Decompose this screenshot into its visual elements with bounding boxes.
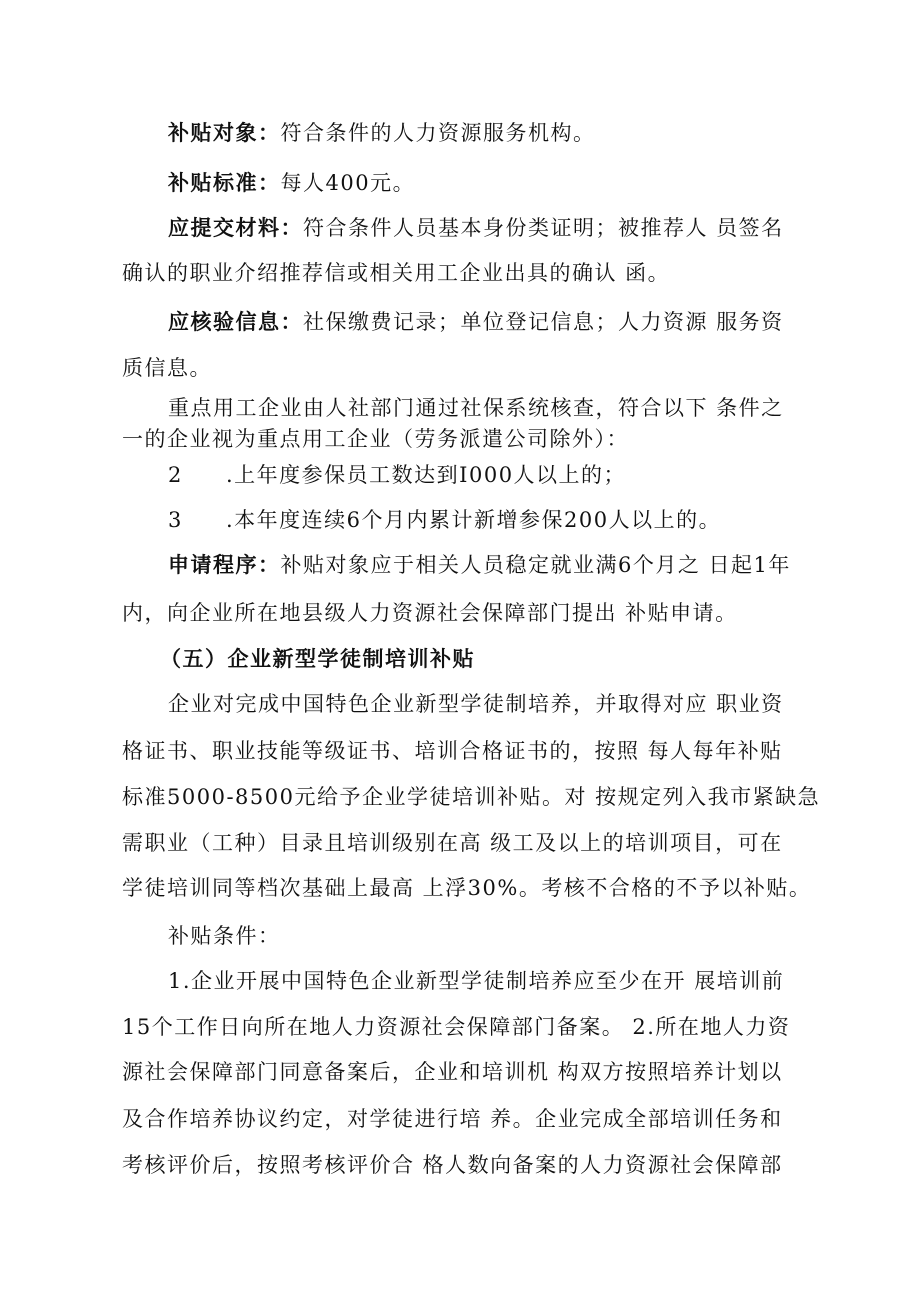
- text-verify-line1: 社保缴费记录；单位登记信息；人力资源 服务资: [303, 310, 784, 334]
- paragraph-verify-line1: [168, 307, 784, 337]
- paragraph-materials-line1: [168, 213, 784, 243]
- paragraph-materials-line2: 确认的职业介绍推荐信或相关用工企业出具的确认 函。: [122, 261, 671, 285]
- label-subsidy-standard: 补贴标准：: [168, 170, 281, 195]
- paragraph-conditions-line5: 考核评价后，按照考核评价合 格人数向备案的人力资源社会保障部: [122, 1153, 783, 1177]
- list-item-number: 3: [168, 508, 183, 532]
- paragraph-conditions-line3: 源社会保障部门同意备案后，企业和培训机 构双方按照培养计划以: [122, 1060, 783, 1084]
- section-heading: （五）企业新型学徒制培训补贴: [160, 646, 475, 671]
- paragraph-subsidy-standard: [168, 168, 415, 198]
- list-item-1: [168, 460, 626, 490]
- paragraph-apprentice-line2: 格证书、职业技能等级证书、培训合格证书的，按照 每人每年补贴: [122, 739, 783, 763]
- paragraph-conditions-line2: 15个工作日向所在地人力资源社会保障部门备案。 2.所在地人力资: [122, 1015, 791, 1039]
- label-verify: 应核验信息：: [168, 309, 303, 334]
- list-item-number: 2: [168, 463, 183, 487]
- paragraph-procedure-line2: 内，向企业所在地县级人力资源社会保障部门提出 补贴申请。: [122, 601, 738, 625]
- list-item-text: .上年度参保员工数达到I000人以上的；: [226, 463, 627, 487]
- label-materials: 应提交材料：: [168, 215, 303, 240]
- paragraph-subsidy-target: [168, 118, 596, 148]
- list-item-2: [168, 505, 721, 535]
- label-conditions: 补贴条件：: [168, 924, 281, 948]
- text-subsidy-target: 符合条件的人力资源服务机构。: [280, 121, 596, 145]
- paragraph-verify-line2: 质信息。: [122, 356, 212, 380]
- label-subsidy-target: 补贴对象：: [168, 120, 281, 145]
- paragraph-apprentice-line3: 标准5000-8500元给予企业学徒培训补贴。对 按规定列入我市紧缺急: [122, 785, 821, 809]
- text-subsidy-standard: 每人400元。: [280, 171, 416, 195]
- paragraph-key-enterprise-line2: 一的企业视为重点用工企业（劳务派遣公司除外）：: [122, 427, 629, 451]
- text-materials-line1: 符合条件人员基本身份类证明；被推荐人 员签名: [303, 216, 784, 240]
- paragraph-apprentice-line1: 企业对完成中国特色企业新型学徒制培养，并取得对应 职业资: [168, 692, 784, 716]
- text-procedure-line1: 补贴对象应于相关人员稳定就业满6个月之 日起1年: [280, 553, 791, 577]
- paragraph-conditions-label: [168, 921, 281, 951]
- label-procedure: 申请程序：: [168, 552, 281, 577]
- paragraph-conditions-line1: 1.企业开展中国特色企业新型学徒制培养应至少在开 展培训前: [168, 969, 785, 993]
- paragraph-apprentice-line5: 学徒培训同等档次基础上最高 上浮30%。考核不合格的不予以补贴。: [122, 876, 812, 900]
- paragraph-procedure-line1: [168, 550, 791, 580]
- list-item-text: .本年度连续6个月内累计新增参保200人以上的。: [226, 508, 722, 532]
- paragraph-conditions-line4: 及合作培养协议约定，对学徒进行培 养。企业完成全部培训任务和: [122, 1107, 783, 1131]
- paragraph-key-enterprise-line1: 重点用工企业由人社部门通过社保系统核查，符合以下 条件之: [168, 396, 784, 420]
- paragraph-apprentice-line4: 需职业（工种）目录且培训级别在高 级工及以上的培训项目，可在: [122, 831, 783, 855]
